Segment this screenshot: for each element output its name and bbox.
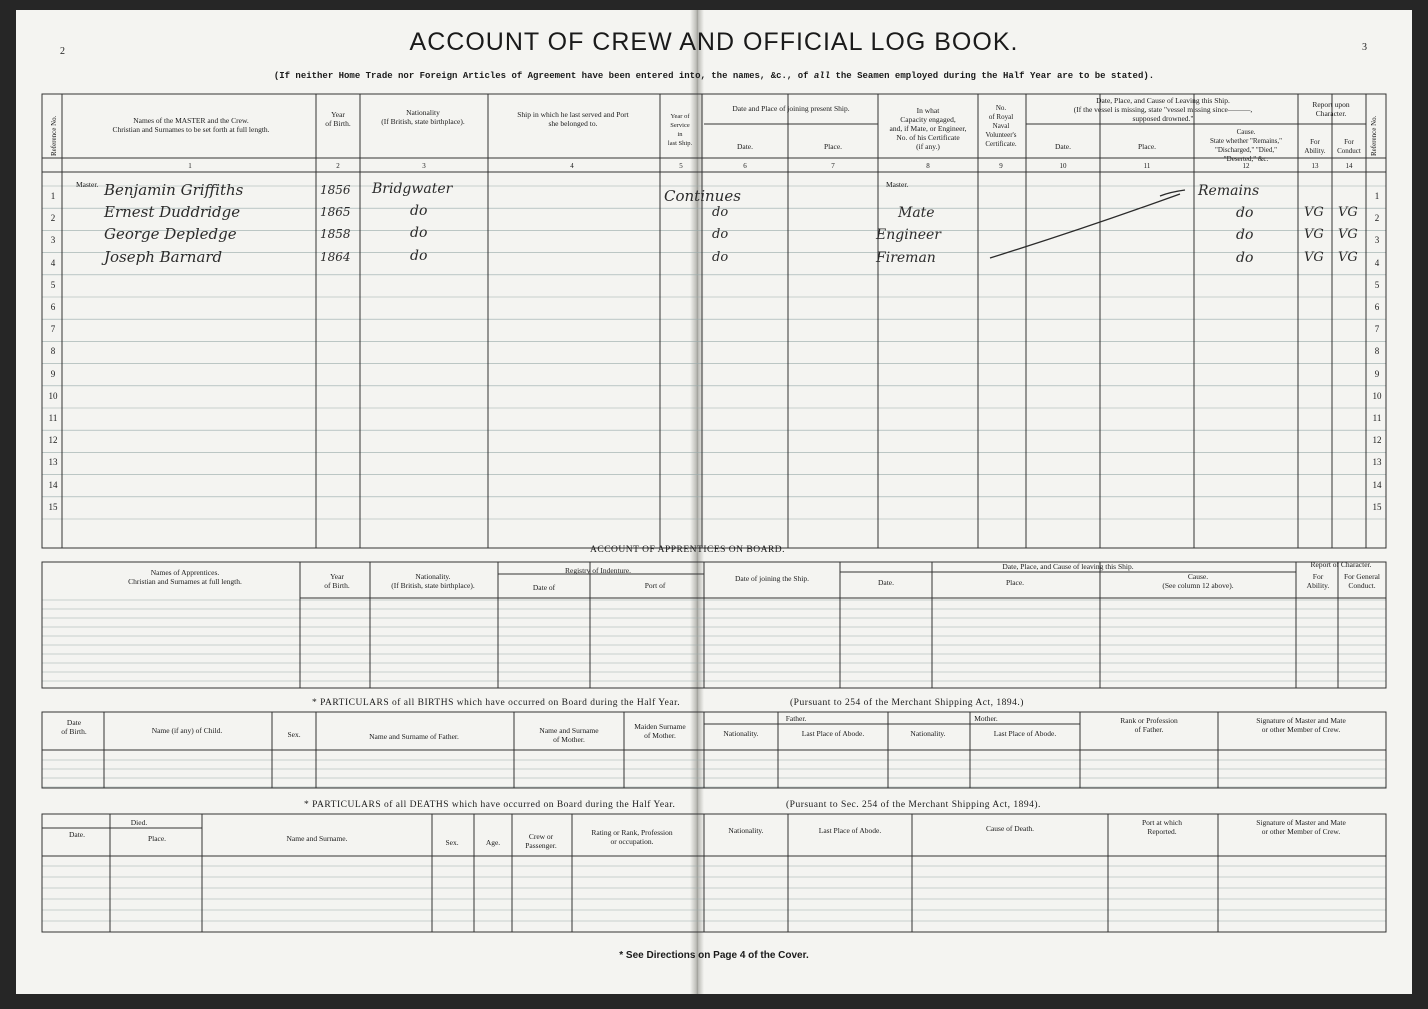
row-number: 4 [50, 257, 56, 268]
deaths-last-place: Last Place of Abode. [818, 826, 882, 835]
appr-port-of: Port of [644, 581, 666, 590]
column-number: 5 [679, 162, 683, 170]
apprentices-title: ACCOUNT OF APPRENTICES ON BOARD. [590, 545, 786, 555]
row-number: 10 [48, 390, 58, 401]
appr-date-of: Date of [532, 583, 556, 592]
master-label: Master. [76, 180, 99, 189]
handwritten-strokes [990, 190, 1185, 258]
right-page-number: 3 [1362, 42, 1367, 53]
row-number: 15 [1372, 501, 1382, 512]
footer-note: * See Directions on Page 4 of the Cover. [619, 950, 809, 961]
appr-place: Place. [1005, 578, 1025, 587]
row-number: 2 [1374, 213, 1380, 224]
capacity-master-label: Master. [886, 180, 909, 189]
left-page-number: 2 [60, 46, 65, 57]
crew-joined: do [712, 205, 729, 221]
births-father-nat: Nationality. [723, 729, 759, 738]
births-mother-abode: Last Place of Abode. [993, 729, 1057, 738]
header-names: Names of the MASTER and the Crew. Christian and Surnames to be set forth at full length. [112, 116, 270, 134]
row-number: 14 [1372, 479, 1382, 490]
births-mother: Mother. [974, 714, 998, 723]
header-ship-last: Ship in which he last served and Port she belonged to. [517, 110, 629, 128]
births-father-abode: Last Place of Abode. [801, 729, 865, 738]
crew-cause: do [1236, 227, 1254, 244]
births-father: Father. [785, 714, 807, 723]
crew-capacity: Engineer [876, 227, 941, 244]
row-number: 6 [50, 302, 56, 312]
row-number: 1 [1374, 191, 1380, 201]
births-signature: Signature of Master and Mate or other Member of Crew. [1256, 716, 1346, 734]
column-number: 9 [999, 162, 1003, 170]
column-number: 7 [831, 162, 835, 170]
births-sex: Sex. [287, 730, 301, 739]
crew-capacity: Mate [898, 205, 935, 222]
header-for-ability: For Ability. [1304, 138, 1326, 155]
row-number: 6 [1374, 302, 1380, 312]
crew-name: Benjamin Griffiths [104, 181, 244, 199]
crew-joined: do [712, 227, 729, 243]
page-subtitle [0, 71, 1428, 81]
row-number: 5 [50, 279, 56, 290]
row-number: 4 [1374, 257, 1380, 268]
appr-nationality: Nationality. (If British, state birthplace). [391, 572, 475, 590]
header-year-service: Year of Service in last Ship. [667, 113, 693, 147]
column-number: 13 [1311, 162, 1319, 170]
deaths-name: Name and Surname. [286, 834, 348, 843]
row-number: 9 [50, 368, 56, 379]
crew-year: 1856 [320, 183, 351, 197]
appr-date: Date. [877, 578, 895, 587]
deaths-port: Port at which Reported. [1142, 818, 1182, 836]
appr-date-joining: Date of joining the Ship. [735, 574, 809, 583]
row-number: 2 [50, 213, 56, 224]
crew-conduct: VG [1338, 249, 1358, 265]
crew-ability: VG [1304, 205, 1324, 221]
page-title: ACCOUNT OF CREW AND OFFICIAL LOG BOOK. [409, 28, 1019, 56]
column-number: 3 [422, 162, 426, 170]
crew-capacity: Fireman [876, 249, 936, 266]
appr-general-conduct: For General Conduct. [1343, 572, 1381, 590]
row-number: 8 [1374, 346, 1380, 357]
row-number: 13 [1372, 457, 1382, 468]
row-number: 3 [1374, 235, 1380, 246]
births-pursuant: (Pursuant to 254 of the Merchant Shipping Act, 1894.) [790, 698, 1024, 708]
column-number: 6 [743, 162, 747, 170]
deaths-nationality: Nationality. [728, 826, 764, 835]
subtitle-italic: all [813, 71, 831, 81]
births-child: Name (if any) of Child. [151, 726, 223, 735]
crew-year: 1858 [320, 227, 351, 242]
column-number: 12 [1242, 162, 1250, 170]
crew-name: George Depledge [104, 225, 237, 244]
subtitle-text-a: (If neither Home Trade nor Foreign Articles of Agreement have been entered into, the names, &c., of [273, 71, 814, 81]
births-date: Date of Birth. [61, 718, 87, 736]
deaths-age: Age. [485, 838, 501, 847]
appr-names: Names of Apprentices. Christian and Surnames at full length. [128, 568, 242, 586]
row-number: 12 [1372, 435, 1382, 446]
crew-year: 1864 [320, 249, 351, 264]
row-number: 11 [1372, 413, 1382, 423]
crew-conduct: VG [1338, 227, 1358, 243]
column-number: 14 [1345, 162, 1353, 170]
births-mother-nat: Nationality. [910, 729, 946, 738]
crew-nationality: do [410, 247, 428, 264]
deaths-sex: Sex. [445, 838, 459, 847]
column-number: 10 [1059, 162, 1067, 170]
crew-cause: do [1236, 205, 1254, 222]
row-number: 1 [50, 191, 56, 201]
births-title: * PARTICULARS of all BIRTHS which have occurred on Board during the Half Year. [312, 698, 681, 708]
deaths-signature: Signature of Master and Mate or other Member of Crew. [1256, 818, 1346, 836]
crew-ability: VG [1304, 227, 1324, 243]
row-number: 12 [48, 435, 58, 446]
column-number: 4 [570, 162, 574, 170]
header-capacity: In what Capacity engaged, and, if Mate, or Engineer, No. of his Certificate (if any.) [889, 106, 967, 151]
row-number: 11 [48, 413, 58, 423]
row-number: 9 [1374, 368, 1380, 379]
header-nationality: Nationality (If British, state birthplace). [381, 108, 465, 126]
deaths-cause: Cause of Death. [985, 824, 1035, 833]
header-naval-volunteer: No. of Royal Naval Volunteer's Certificate. [985, 104, 1017, 148]
births-mother-name: Name and Surname of Mother. [539, 726, 599, 744]
crew-ability: VG [1304, 249, 1324, 265]
crew-name: Ernest Duddridge [104, 203, 241, 222]
column-number: 1 [188, 162, 192, 170]
appr-leaving: Date, Place, and Cause of leaving this Ship. [1002, 562, 1134, 571]
row-number: 7 [1374, 324, 1380, 335]
appr-ability: For Ability. [1306, 572, 1330, 590]
appr-year: Year of Birth. [324, 572, 350, 590]
crew-nationality: do [410, 203, 428, 220]
crew-ship-last-served: Continues [664, 187, 741, 205]
column-number: 2 [336, 162, 340, 170]
crew-joined: do [712, 249, 729, 265]
header-report-character: Report upon Character. [1312, 100, 1350, 118]
row-number: 10 [1372, 390, 1382, 401]
births-rank: Rank or Profession of Father. [1120, 716, 1178, 734]
deaths-died: Died. [130, 818, 148, 827]
row-number: 7 [50, 324, 56, 335]
row-number: 14 [48, 479, 58, 490]
deaths-date: Date. [68, 830, 86, 839]
deaths-place: Place. [147, 834, 167, 843]
header-leave-date: Date. [1054, 142, 1072, 151]
crew-cause: do [1236, 249, 1254, 266]
births-father-name: Name and Surname of Father. [369, 732, 459, 741]
row-number: 5 [1374, 279, 1380, 290]
column-number: 11 [1143, 162, 1151, 170]
row-number: 13 [48, 457, 58, 468]
header-leave-place: Place. [1137, 142, 1157, 151]
header-cause: Cause. State whether "Remains," "Discharged," "Died," "Deserted," &c. [1209, 128, 1282, 163]
deaths-title: * PARTICULARS of all DEATHS which have occurred on Board during the Half Year. [304, 800, 676, 810]
crew-name: Joseph Barnard [104, 247, 223, 266]
crew-nationality: do [410, 225, 428, 242]
deaths-rating: Rating or Rank, Profession or occupation. [591, 828, 673, 846]
crew-conduct: VG [1338, 205, 1358, 221]
appr-cause: Cause. (See column 12 above). [1162, 572, 1234, 590]
subtitle-text-b: the Seamen employed during the Half Year are to be stated). [830, 71, 1155, 81]
row-number: 8 [50, 346, 56, 357]
header-join-date: Date. [736, 142, 754, 151]
header-year-birth: Year of Birth. [325, 110, 351, 128]
crew-cause: Remains [1198, 183, 1260, 199]
deaths-pursuant: (Pursuant to Sec. 254 of the Merchant Shipping Act, 1894). [786, 800, 1041, 810]
row-number: 15 [48, 501, 58, 512]
crew-nationality: Bridgwater [372, 181, 453, 197]
header-reference-no: Reference No. [50, 115, 58, 156]
deaths-crew-passenger: Crew or Passenger. [525, 832, 557, 850]
crew-year: 1865 [320, 205, 351, 220]
appr-registry: Registry of Indenture. [564, 566, 632, 575]
row-number: 3 [50, 235, 56, 246]
header-reference-no-right: Reference No. [1370, 115, 1378, 156]
births-maiden: Maiden Surname of Mother. [634, 722, 686, 740]
header-for-conduct: For Conduct [1337, 138, 1361, 155]
appr-report: Report of Character. [1310, 560, 1372, 569]
header-date-place-joining: Date and Place of joining present Ship. [732, 104, 850, 113]
header-join-place: Place. [823, 142, 843, 151]
header-leaving: Date, Place, and Cause of Leaving this Ship. (If the vessel is missing, state "vessel missing since———, supposed drowned." [1073, 96, 1253, 123]
column-number: 8 [926, 162, 930, 170]
